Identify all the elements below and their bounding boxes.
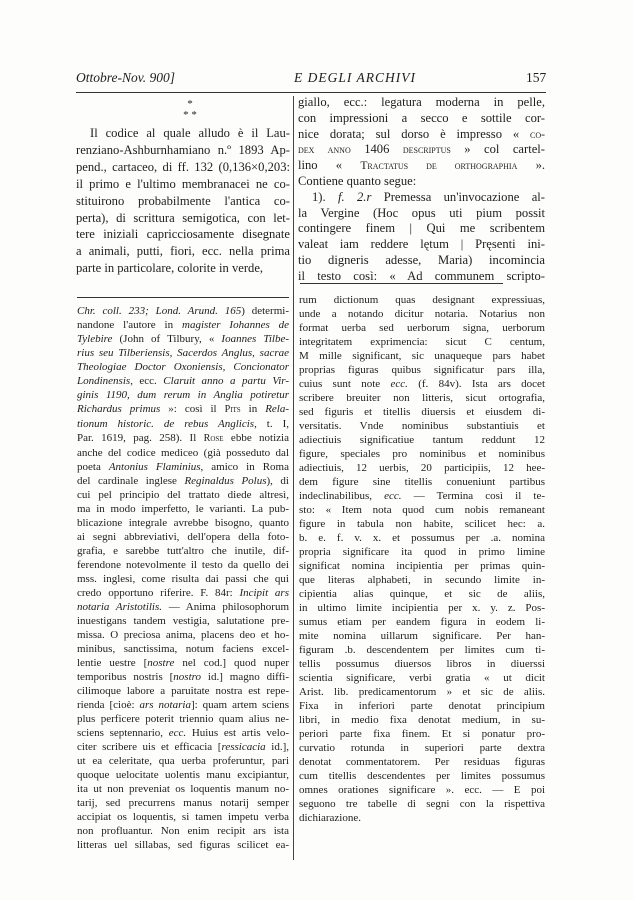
text-run: cilimoque labore a paruitate nostra est repe-: [77, 685, 289, 697]
text-run: ma in modo imperfetto, le varianti. La pub-: [77, 503, 289, 515]
text-run: figure, speciales pro nominibus et nominibus: [299, 448, 545, 460]
text-run: Fixa in inferiori parte denotat principium: [299, 700, 545, 712]
text-line: [76, 243, 290, 260]
italic-run: Londinensis: [77, 375, 131, 387]
italic-run: magister Iohannes de: [182, 319, 289, 331]
italic-run: Incipit ars: [239, 587, 289, 599]
text-line: [76, 176, 290, 193]
text-run: minibus, sanctissima, notum faciens excel-: [77, 643, 289, 655]
text-line: [299, 461, 545, 475]
text-line: [76, 193, 290, 210]
text-run: Huius est artis velo-: [186, 727, 289, 739]
text-run: cipientia alias quinque, et sic de aliis,: [299, 588, 545, 600]
text-line: [77, 374, 289, 388]
text-run: curvatio rotunda in superiori parte dextra: [299, 742, 545, 754]
text-run: » col cartel-: [450, 142, 546, 157]
text-run: b. e. f. v. x. et possumus per .a. nomina: [299, 532, 545, 544]
text-line: [299, 657, 545, 671]
text-run: periori parte fixa finem. Et si ponatur pro-: [299, 728, 545, 740]
text-run: giallo, ecc.: legatura moderna in pelle,: [298, 95, 545, 109]
footnote-rule-left: [77, 297, 289, 298]
text-run: — Anima philosophorum: [162, 601, 290, 613]
text-line: [298, 190, 545, 206]
text-line: [77, 502, 289, 516]
text-line: [77, 628, 289, 642]
italic-run: Claruit anno a partu Vir-: [163, 375, 289, 387]
text-line: [299, 419, 545, 433]
text-run: 1).: [312, 189, 338, 204]
text-run: mite nomina uillarum significare. Per han-: [299, 630, 545, 642]
italic-run: ecc.: [390, 378, 408, 390]
text-run: adiectiuis significatiue tantum reddunt 12: [299, 434, 545, 446]
text-run: cui pel principio del trattato diede altresì,: [77, 489, 289, 501]
text-run: renziano-Ashburnhamiano n.º 1893 Ap-: [76, 142, 290, 157]
text-line: [299, 363, 545, 377]
text-line: [77, 796, 289, 810]
text-run: proprias figuras quibus significatur pars illa,: [299, 364, 545, 376]
text-run: ), di: [266, 475, 289, 487]
text-line: [76, 125, 290, 142]
asterism: [170, 99, 210, 121]
text-line: [77, 810, 289, 824]
text-run: perta), di scrittura semigotica, con let-: [76, 210, 290, 225]
footnote-rule-right: [300, 283, 503, 284]
text-run: Arist. lib. predicamentorum » et sic de aliis.: [299, 686, 545, 698]
italic-run: ars notaria: [139, 699, 191, 711]
italic-run: f. 2.r: [338, 189, 372, 204]
text-line: [298, 142, 545, 158]
text-run: , t. I,: [254, 418, 289, 430]
text-line: [299, 475, 545, 489]
text-line: [298, 174, 545, 190]
text-line: [77, 516, 289, 530]
small-caps-run: Pits: [224, 404, 241, 415]
text-run: id.],: [265, 741, 289, 753]
text-line: [77, 782, 289, 796]
text-line: [77, 712, 289, 726]
text-line: [299, 405, 545, 419]
text-line: [77, 346, 289, 360]
text-run: adiectiuis, 12 uerbis, 20 participiis, 12 hee-: [299, 462, 545, 474]
text-run: tellis possumus diuersos libros in diuerssi: [299, 658, 545, 670]
text-run: in: [240, 403, 266, 415]
text-run: non profluantur. Non enim recipit ars ista: [77, 825, 289, 837]
text-line: [77, 740, 289, 754]
text-line: [299, 741, 545, 755]
text-line: [299, 545, 545, 559]
text-run: stituirono probabilmente l'antica co-: [76, 193, 290, 208]
text-run: id.] magno diffi-: [201, 671, 290, 683]
text-run: valeat iam reddere lętum | Pręsenti ini-: [298, 237, 545, 252]
italic-run: nostro: [173, 671, 202, 683]
text-run: credo opportuno riferire. F. 84r:: [77, 587, 240, 599]
footnotes-right: [299, 293, 545, 825]
text-run: temporibus nostris [: [77, 671, 174, 683]
text-line: [298, 206, 545, 222]
small-caps-run: dex anno: [298, 143, 351, 157]
text-line: [77, 768, 289, 782]
text-run: tere iniziali capricciosamente disegnate: [76, 227, 290, 242]
text-run: integritatem exprimencia: sicut C centum,: [299, 336, 545, 348]
running-head-date: Ottobre-Nov. 900]: [76, 70, 175, 85]
italic-run: Richardus primus: [77, 403, 161, 415]
text-run: rienda [cioè:: [77, 699, 140, 711]
text-line: [76, 260, 290, 277]
text-run: mss. inglesi, come risulta dai passi che qui: [77, 573, 289, 585]
text-run: unde a notando dicitur notaria. Notarius non: [299, 308, 545, 320]
text-run: lino «: [298, 158, 361, 173]
text-line: [77, 586, 289, 600]
text-line: [77, 838, 289, 852]
text-line: [298, 253, 545, 269]
text-line: [76, 159, 290, 176]
text-run: versitatis. Vnde nominibus substantiuis et: [299, 420, 545, 432]
text-run: sciens septennario,: [77, 727, 169, 739]
italic-run: tionum historic. de rebus Anglicis: [77, 418, 255, 430]
text-line: [298, 127, 545, 143]
text-line: [299, 643, 545, 657]
text-run: M mille significant, sic unaqueque pars habet: [299, 350, 545, 362]
text-run: (f. 84v). Ista ars docet: [407, 378, 545, 390]
text-line: [299, 713, 545, 727]
text-line: [299, 629, 545, 643]
text-run: significat nomina incipientia per primas quin-: [299, 560, 545, 572]
text-run: , ecc.: [130, 375, 164, 387]
text-line: [299, 293, 545, 307]
text-line: [299, 531, 545, 545]
text-run: ebbe notizia: [223, 432, 289, 444]
text-run: , amico in Roma: [200, 461, 289, 473]
text-line: [299, 377, 545, 391]
italic-run: rius seu Tilberiensis, Sacerdos Anglus, sacrae: [77, 347, 289, 359]
text-line: [299, 307, 545, 321]
text-run: nice dorata; sul dorso è impresso «: [298, 126, 531, 141]
text-run: missa. O preciosa anima, placens deo et ho-: [77, 629, 289, 641]
italic-run: ecc.: [168, 727, 187, 739]
text-run: Il codice al quale alludo è il Lau-: [90, 126, 290, 140]
text-line: [299, 447, 545, 461]
header-rule: [76, 92, 546, 93]
text-line: [77, 670, 289, 684]
text-run: ) determi-: [241, 305, 289, 317]
text-run: indeclinabilibus,: [299, 490, 385, 502]
text-run: a animali, putti, fiori, ecc. nella prima: [76, 244, 290, 259]
text-line: [76, 210, 290, 227]
text-run: Premessa un'invocazione al-: [371, 189, 545, 204]
text-line: [299, 811, 545, 825]
text-line: [77, 417, 289, 431]
text-run: ]: quam artem sciens: [190, 699, 289, 711]
text-line: [77, 726, 289, 740]
text-line: [299, 433, 545, 447]
text-line: [77, 318, 289, 332]
column-divider: [293, 96, 294, 860]
asterism-top: *: [187, 98, 193, 110]
text-line: [77, 530, 289, 544]
text-line: [299, 671, 545, 685]
text-line: [299, 615, 545, 629]
text-run: Par. 1619, pag. 258). Il: [77, 432, 204, 444]
italic-run: Theologiae Doctor Oxoniensis, Concionator: [77, 361, 289, 373]
text-run: ut ea celeritate, qua uerba proferuntur, pari: [77, 755, 289, 767]
small-caps-run: co-: [530, 127, 545, 141]
text-run: figuram .b. descendentem per limites cum ti-: [299, 644, 545, 656]
text-run: ai segni abbreviativi, dell'opera della foto-: [77, 531, 289, 543]
text-run: nel cod.] quod nuper: [174, 657, 289, 669]
italic-run: ressicacia: [221, 741, 266, 753]
text-line: [299, 335, 545, 349]
text-run: poeta: [77, 461, 109, 473]
text-line: [299, 769, 545, 783]
main-text-right: [298, 95, 545, 285]
text-line: [77, 558, 289, 572]
text-line: [77, 388, 289, 402]
text-run: scientia significare, verbi gratia « ut dicit: [299, 672, 545, 684]
text-line: [77, 544, 289, 558]
text-run: rum dictionum quas designant expressiuas,: [299, 294, 545, 306]
text-run: il testo così: « Ad communem scripto-: [298, 268, 545, 283]
main-text-left: [76, 125, 290, 277]
text-line: [299, 685, 545, 699]
text-run: citer scribere uis et efficacia [: [77, 741, 222, 753]
text-run: grafia, e sarebbe tutt'altro che inutile, dif-: [77, 545, 289, 557]
text-line: [76, 142, 290, 159]
text-run: la Vergine (Hoc opus uti pium possit: [298, 205, 545, 220]
text-line: [299, 573, 545, 587]
text-line: [77, 446, 289, 460]
text-line: [299, 391, 545, 405]
text-run: tio digneris adesse, Maria) incomincia: [298, 252, 545, 267]
text-run: denotat commentatorem. Per residuas figuras: [299, 756, 545, 768]
small-caps-run: Tractatus de orthographia: [360, 159, 518, 173]
text-line: [77, 754, 289, 768]
text-line: [299, 727, 545, 741]
text-run: seguono tre tabelle di segni con la rispettiva: [299, 798, 545, 810]
text-line: [77, 360, 289, 374]
text-run: cuius sunt note: [299, 378, 391, 390]
text-run: figure in tabula non habite, scilicet hec: a.: [299, 518, 545, 530]
asterism-bottom: * *: [183, 109, 197, 121]
text-run: »: così il: [160, 403, 225, 415]
text-line: [77, 684, 289, 698]
text-run: anche del codice mediceo (già posseduto dal: [77, 447, 289, 459]
italic-run: ginis 1190, dum rerum in Anglia potiretur: [77, 389, 289, 401]
text-run: Contiene quanto segue:: [298, 173, 417, 188]
text-run: con impressioni a secco e sottile cor-: [298, 110, 545, 125]
text-run: sumus etiam per eandem figura in eodem li-: [299, 616, 545, 628]
text-line: [77, 332, 289, 346]
text-line: [298, 221, 545, 237]
text-line: [77, 600, 289, 614]
text-line: [298, 111, 545, 127]
small-caps-run: Rose: [203, 433, 224, 444]
text-line: [299, 797, 545, 811]
page-number: 157: [526, 70, 547, 85]
text-run: (John of Tilbury, «: [112, 333, 222, 345]
text-run: plus perficere poterit triennio quam alius ne-: [77, 713, 289, 725]
text-run: blicazione integrale avrebbe bisogno, quanto: [77, 517, 289, 529]
text-run: del cardinale inglese: [77, 475, 185, 487]
text-run: contingere finem | Qui me scribentem: [298, 221, 545, 236]
text-line: [77, 698, 289, 712]
text-run: dichiarazione.: [299, 812, 361, 824]
text-run: nandone l'autore in: [77, 319, 183, 331]
text-run: lentie uestre [: [77, 657, 148, 669]
text-run: litteras uel sillabas, sed figuras scilicet ea-: [77, 839, 289, 851]
text-line: [299, 489, 545, 503]
text-line: [299, 559, 545, 573]
text-run: inuestigans tandem vestigia, salutatione pre-: [77, 615, 289, 627]
text-run: ferendone notevolmente il testo da quello dei: [77, 559, 289, 571]
italic-run: Antonius Flaminius: [108, 461, 201, 473]
text-run: sto: « Item nota quod cum nobis remaneant: [299, 504, 545, 516]
text-run: ».: [517, 158, 546, 173]
text-line: [76, 226, 290, 243]
text-line: [298, 158, 545, 174]
italic-run: ecc.: [384, 490, 402, 502]
text-line: [77, 642, 289, 656]
text-line: [298, 237, 545, 253]
italic-run: Ioannes Tilbe-: [221, 333, 289, 345]
running-head-title: E DEGLI ARCHIVI: [294, 70, 416, 85]
text-line: [299, 699, 545, 713]
text-run: quoque uelocitate uolentis manu excipiantur,: [77, 769, 289, 781]
text-line: [299, 503, 545, 517]
text-run: scribere breuiter non litteris, sicut ortografia,: [299, 392, 545, 404]
text-run: — Termina così il te-: [401, 490, 545, 502]
text-line: [77, 304, 289, 318]
text-line: [77, 474, 289, 488]
text-line: [77, 572, 289, 586]
text-line: [299, 349, 545, 363]
text-line: [77, 488, 289, 502]
text-line: [299, 321, 545, 335]
italic-run: nostre: [147, 657, 175, 669]
text-run: parte in particolare, colorite in verde,: [76, 261, 264, 276]
text-run: libri, in medio fixa denotat medium, in su-: [299, 714, 545, 726]
italic-run: Tylebire: [77, 333, 113, 345]
text-run: in ultimo limite incipientia per x. y. z. Pos-: [299, 602, 545, 614]
text-run: il primo e l'ultimo membranacei ne co-: [76, 176, 290, 191]
text-run: accipiat os loquentis, si tamen impetu verba: [77, 811, 289, 823]
italic-run: Rela-: [265, 403, 290, 415]
text-run: propria significare ita quod in primo limine: [299, 546, 545, 558]
small-caps-run: descriptus: [402, 143, 451, 157]
text-line: [299, 783, 545, 797]
text-run: format uerba sed uerborum signa, uerborum: [299, 322, 545, 334]
text-line: [77, 460, 289, 474]
text-run: dem figure sine titellis conueniunt partibus: [299, 476, 545, 488]
text-line: [77, 402, 289, 417]
text-line: [298, 95, 545, 111]
text-line: [299, 755, 545, 769]
text-run: omnes orationes significare ». ecc. — E poi: [299, 784, 545, 796]
text-line: [299, 587, 545, 601]
text-line: [299, 601, 545, 615]
italic-run: Reginaldus Polus: [184, 475, 267, 487]
text-line: [77, 824, 289, 838]
text-run: sed figuris et titellis diuersis et eiusdem di-: [299, 406, 545, 418]
text-line: [299, 517, 545, 531]
text-line: [77, 614, 289, 628]
text-run: que literas alphabeti, in secundo limite in-: [299, 574, 545, 586]
text-run: tarij, sed precurrens manus notarij semper: [77, 797, 289, 809]
text-line: [77, 656, 289, 670]
italic-run: Chr. coll. 233; Lond. Arund. 165: [77, 305, 242, 317]
footnotes-left: [77, 304, 289, 852]
text-run: cum titellis descendentes per limites possumus: [299, 770, 545, 782]
text-run: pend., cartaceo, di ff. 132 (0,136×0,203:: [76, 159, 290, 174]
text-run: 1406: [350, 142, 403, 157]
text-line: [77, 431, 289, 446]
italic-run: notaria Aristotilis.: [77, 601, 163, 613]
text-run: ita ut non preveniat os loquentis manum no-: [77, 783, 289, 795]
